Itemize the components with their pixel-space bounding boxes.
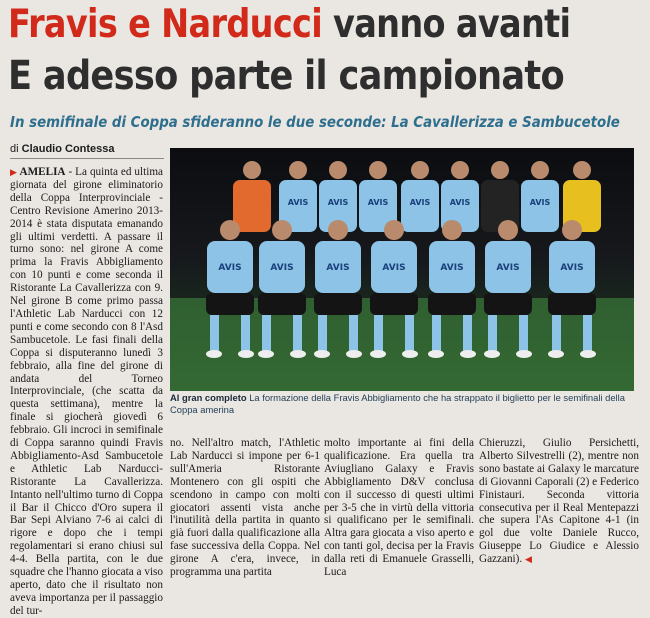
jersey-sponsor-text: AVIS <box>326 263 350 273</box>
player-head <box>562 220 582 240</box>
end-mark-icon: ◀ <box>524 554 532 565</box>
player-shorts <box>206 293 254 315</box>
article-column-2: no. Nell'altro match, l'Athletic Lab Narducci si impone per 6-1 sull'Ameria Ristorante Montenero con gli ospiti che scendono in campo con molti giocatori assenti vista anche l'inutilità della partita in quanto già fuori dalla qualificazione alla fase successiva della Coppa. Nel girone A c'era, invece, in programma una partita <box>170 437 320 579</box>
photo-caption <box>170 392 634 426</box>
player-boot <box>580 350 596 358</box>
player-boot <box>258 350 274 358</box>
player-head <box>573 161 591 179</box>
jersey-sponsor-text: AVIS <box>449 198 471 207</box>
team-photo-figures <box>170 148 634 391</box>
headline-dark-part: vanno avanti <box>333 2 571 47</box>
player-boot <box>460 350 476 358</box>
player-boot <box>548 350 564 358</box>
article-column-4-text: Chieruzzi, Giulio Persichetti, Alberto Silvestrelli (2), mentre non sono bastate ai Galaxy le marcature di Giovanni Caporali (2) e Federico Finistauri. Seconda vittoria consecutiva per il Real Mentepazzi che supera l'As Capitone 4-1 (in gol due volte Daniele Rucco, Giuseppe Lo Giudice e Alessio Gazzani). <box>479 437 639 566</box>
player-boot <box>314 350 330 358</box>
byline-prefix: di <box>10 143 19 155</box>
byline-author: Claudio Contessa <box>21 143 115 155</box>
player-sock <box>583 315 592 351</box>
player-head <box>442 220 462 240</box>
player-head <box>289 161 307 179</box>
byline <box>10 142 115 156</box>
jersey-sponsor-text: AVIS <box>409 198 431 207</box>
jersey-sponsor-text: AVIS <box>496 263 520 273</box>
article-column-1 <box>10 166 163 617</box>
player-sock <box>349 315 358 351</box>
headline-line-2: E adesso parte il campionato <box>8 53 564 99</box>
player-head <box>411 161 429 179</box>
player-boot <box>428 350 444 358</box>
player-sock <box>463 315 472 351</box>
byline-divider <box>10 158 164 159</box>
caption-text: La formazione della Fravis Abbigliamento che ha strappato il biglietto per le semifinali della Coppa amerina <box>170 392 625 415</box>
player-sock <box>293 315 302 351</box>
player-sock <box>519 315 528 351</box>
player-head <box>243 161 261 179</box>
player-head <box>369 161 387 179</box>
player-boot <box>370 350 386 358</box>
subheadline: In semifinale di Coppa sfideranno le due seconde: La Cavallerizza e Sambucetole <box>10 113 620 131</box>
player-sock <box>318 315 327 351</box>
jersey-sponsor-text: AVIS <box>529 198 551 207</box>
team-photo <box>170 148 634 391</box>
player-head <box>272 220 292 240</box>
jersey-sponsor-text: AVIS <box>382 263 406 273</box>
player-boot <box>206 350 222 358</box>
jersey-sponsor-text: AVIS <box>560 263 584 273</box>
player-head <box>220 220 240 240</box>
player-shorts <box>258 293 306 315</box>
bullet-icon: ▶ <box>10 167 20 177</box>
player-head <box>329 161 347 179</box>
article-column-3: molto importante ai fini della qualificazione. Era quella tra Aviugliano Galaxy e Fravis Abbigliamento D&V conclusa con il successo di questi ultimi per 3-5 che in virtù della vittoria si qualificano per le semifinali. Altra gara giocata a viso aperto e con tanti gol, decisa per la Fravis dalla reti di Emanuele Grasselli, Luca <box>324 437 474 579</box>
player-shorts <box>484 293 532 315</box>
player-boot <box>290 350 306 358</box>
caption-lead: Al gran completo <box>170 392 247 403</box>
player-head <box>531 161 549 179</box>
player-head <box>384 220 404 240</box>
jersey-sponsor-text: AVIS <box>367 198 389 207</box>
player-boot <box>402 350 418 358</box>
headline-red-part: Fravis e Narducci <box>8 2 323 47</box>
jersey-sponsor-text: AVIS <box>287 198 309 207</box>
player-shorts <box>428 293 476 315</box>
player-jersey <box>233 180 271 232</box>
player-sock <box>488 315 497 351</box>
player-shorts <box>314 293 362 315</box>
player-sock <box>405 315 414 351</box>
player-boot <box>346 350 362 358</box>
player-shorts <box>548 293 596 315</box>
article-column-4 <box>479 437 639 568</box>
player-head <box>451 161 469 179</box>
player-sock <box>552 315 561 351</box>
player-sock <box>262 315 271 351</box>
player-boot <box>484 350 500 358</box>
player-sock <box>241 315 250 351</box>
player-head <box>328 220 348 240</box>
player-boot <box>516 350 532 358</box>
article-column-1-text: - La quinta ed ultima giornata del girone eliminatorio della Coppa Interprovinciale - Centro Revisione Amerino 2013-2014 è stata disputata emanando gli ultimi verdetti. A passare il turno sono: nel girone A come prima la Fravis Abbigliamento con 10 punti e come seconda il Ristorante La Cavallerizza con 9. Nel girone B come primo passa l'Athletic Lab Narducci con 12 punti e come secondo con 8 l'Asd Sambucetole. Le fasi finali della Coppa si disputeranno lunedì 3 febbraio, alla fine del girone di andata del Torneo Interprovinciale, (che scatta da questa settimana), mentre la finale si giocherà giovedì 6 febbraio. Gli incroci in semifinale di Coppa saranno quindi Fravis Abbigliamento-Asd Sambucetole e Athletic Lab Narducci-Ristorante La Cavallerizza. Intanto nell'ultimo turno di Coppa il Bar il Chicco d'Oro supera il Bar Sepi Alviano 7-6 ai calci di rigore e dopo che i tempi regolamentari si erano chiusi sul 4-4. Bella partita, con le due squadre che l'hanno giocata a viso aperto, dato che il risultato non aveva importanza per il passaggio del tur- <box>10 166 163 617</box>
player-boot <box>238 350 254 358</box>
headline-line-1 <box>8 2 571 48</box>
dateline-city: AMELIA <box>19 166 66 178</box>
jersey-sponsor-text: AVIS <box>327 198 349 207</box>
player-sock <box>374 315 383 351</box>
player-sock <box>432 315 441 351</box>
player-head <box>491 161 509 179</box>
player-sock <box>210 315 219 351</box>
player-shorts <box>370 293 418 315</box>
jersey-sponsor-text: AVIS <box>218 263 242 273</box>
jersey-sponsor-text: AVIS <box>440 263 464 273</box>
player-head <box>498 220 518 240</box>
jersey-sponsor-text: AVIS <box>270 263 294 273</box>
